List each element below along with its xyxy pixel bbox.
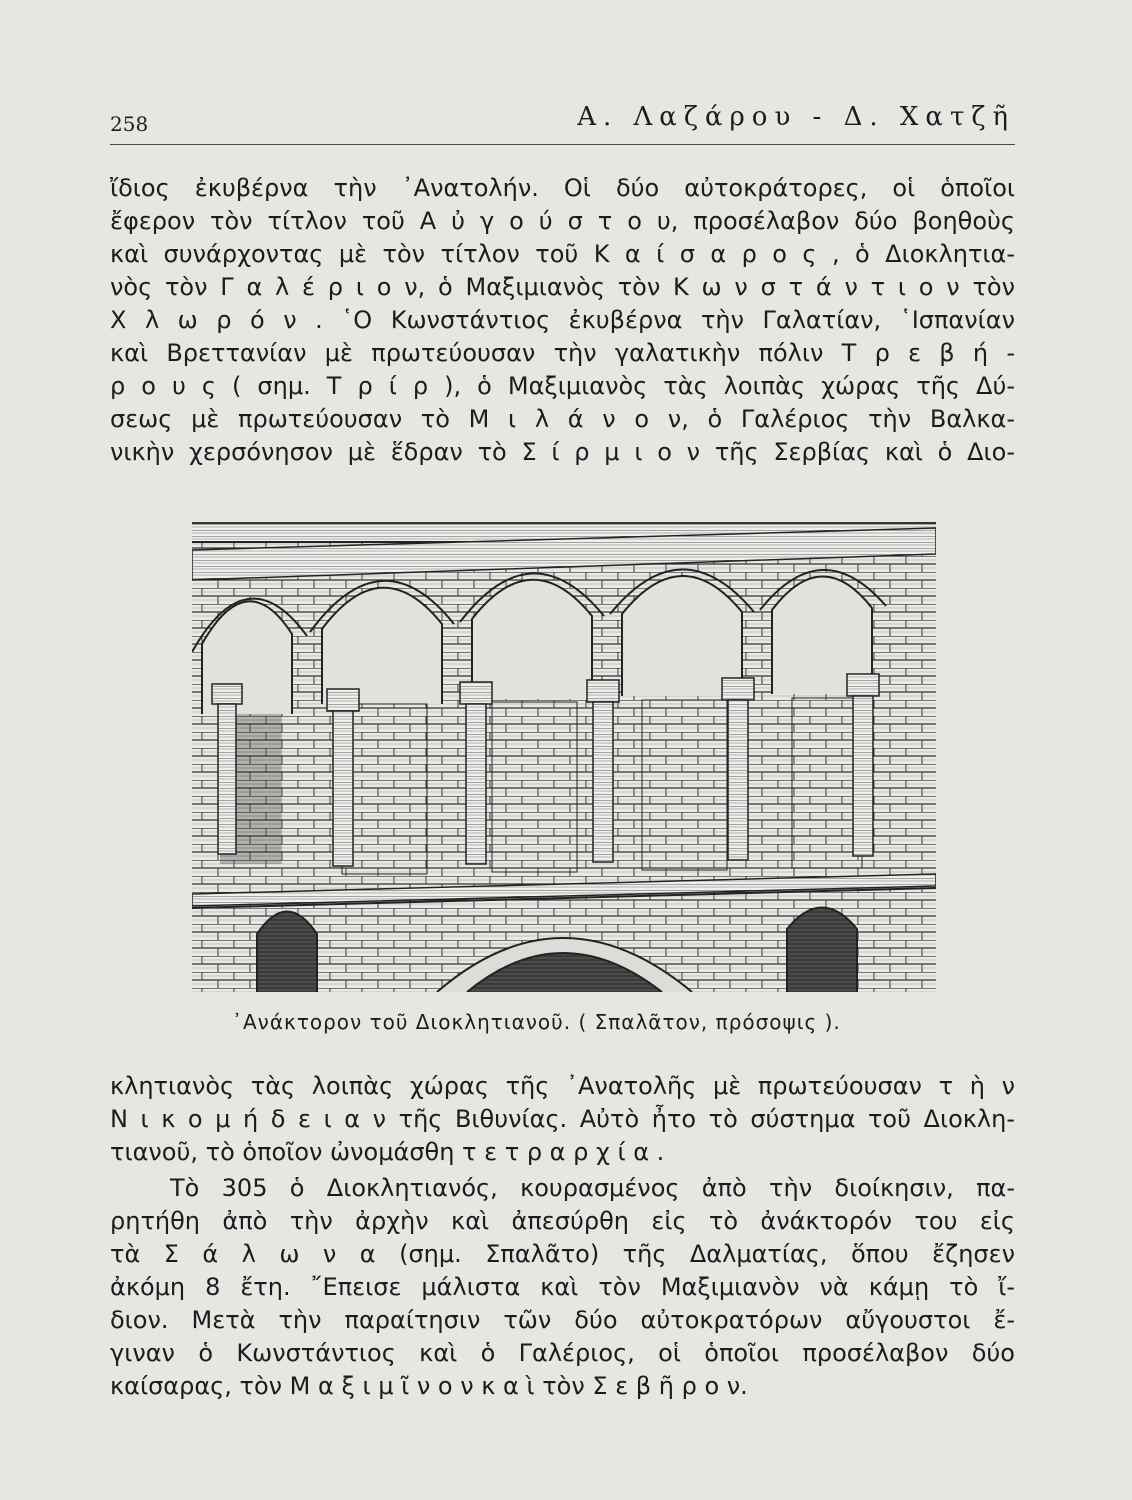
text-line: νὸς τὸν Γ α λ έ ρ ι ο ν, ὁ Μαξιμιανὸς τὸν Κ ω ν σ τ ά ν τ ι ο ν τὸν (110, 273, 1015, 301)
text-line: Ν ι κ ο μ ή δ ε ι α ν τῆς Βιθυνίας. Αὐτὸ ἦτο τὸ σύστημα τοῦ Διοκλη- (110, 1105, 1015, 1133)
text-line: νικὴν χερσόνησον μὲ ἕδραν τὸ Σ ί ρ μ ι ο ν τῆς Σερβίας καὶ ὁ Διο- (110, 438, 1015, 466)
text-line: ἀκόμη 8 ἔτη. ῎Επεισε μάλιστα καὶ τὸν Μαξιμιανὸν νὰ κάμῃ τὸ ἴ- (110, 1273, 1015, 1301)
text-line: ἔφερον τὸν τίτλον τοῦ Α ὐ γ ο ύ σ τ ο υ, προσέλαβον δύο βοηθοὺς (110, 207, 1015, 235)
arcade-engraving (192, 524, 936, 992)
page-header (110, 100, 1015, 145)
text-line: ἴδιος ἐκυβέρνα τὴν ᾿Ανατολήν. Οἱ δύο αὐτοκράτορες, οἱ ὁποῖοι (110, 174, 1015, 202)
text-line: ρητήθη ἀπὸ τὴν ἀρχὴν καὶ ἀπεσύρθη εἰς τὸ ἀνάκτορόν του εἰς (110, 1207, 1015, 1235)
page-number: 258 (110, 112, 149, 136)
text-line: τιανοῦ, τὸ ὁποῖον ὠνομάσθη τ ε τ ρ α ρ χ ί α . (110, 1138, 665, 1166)
paragraph-bottom (110, 1070, 1015, 1169)
paragraph-top (110, 172, 1015, 469)
text-line: Χ λ ω ρ ό ν . ῾Ο Κωνστάντιος ἐκυβέρνα τὴν Γαλατίαν, ῾Ισπανίαν (110, 306, 1015, 334)
figure-caption: ᾿Ανάκτορον τοῦ Διοκλητιανοῦ. ( Σπαλᾶτον, πρόσοψις ). (232, 1010, 841, 1034)
text-line: τὰ Σ ά λ ω ν α (σημ. Σπαλᾶτο) τῆς Δαλματίας, ὅπου ἔζησεν (110, 1240, 1015, 1268)
text-line: κλητιανὸς τὰς λοιπὰς χώρας τῆς ᾿Ανατολῆς μὲ πρωτεύουσαν τ ὴ ν (110, 1072, 1015, 1100)
text-line: σεως μὲ πρωτεύουσαν τὸ Μ ι λ ά ν ο ν, ὁ Γαλέριος τὴν Βαλκα- (110, 405, 1015, 433)
text-line: καὶ Βρεττανίαν μὲ πρωτεύουσαν τὴν γαλατικὴν πόλιν Τ ρ ε β ή - (110, 339, 1015, 367)
paragraph-last (110, 1172, 1015, 1403)
text-line: διον. Μετὰ τὴν παραίτησιν τῶν δύο αὐτοκρατόρων αὔγουστοι ἔ- (110, 1306, 1015, 1334)
text-line: ρ ο υ ς ( σημ. Τ ρ ί ρ ), ὁ Μαξιμιανὸς τὰς λοιπὰς χώρας τῆς Δύ- (110, 372, 1015, 400)
text-line: καὶ συνάρχοντας μὲ τὸν τίτλον τοῦ Κ α ί σ α ρ ο ς , ὁ Διοκλητια- (110, 240, 1015, 268)
running-head: Α. Λαζάρου - Δ. Χατζῆ (577, 102, 1015, 132)
text-line: Τὸ 305 ὁ Διοκλητιανός, κουρασμένος ἀπὸ τὴν διοίκησιν, πα- (170, 1174, 1015, 1202)
text-line: καίσαρας, τὸν Μ α ξ ι μ ῖ ν ο ν κ α ὶ τὸν Σ ε β ῆ ρ ο ν. (110, 1372, 748, 1400)
palace-illustration (192, 522, 936, 992)
text-line: γιναν ὁ Κωνστάντιος καὶ ὁ Γαλέριος, οἱ ὁποῖοι προσέλαβον δύο (110, 1339, 1015, 1367)
